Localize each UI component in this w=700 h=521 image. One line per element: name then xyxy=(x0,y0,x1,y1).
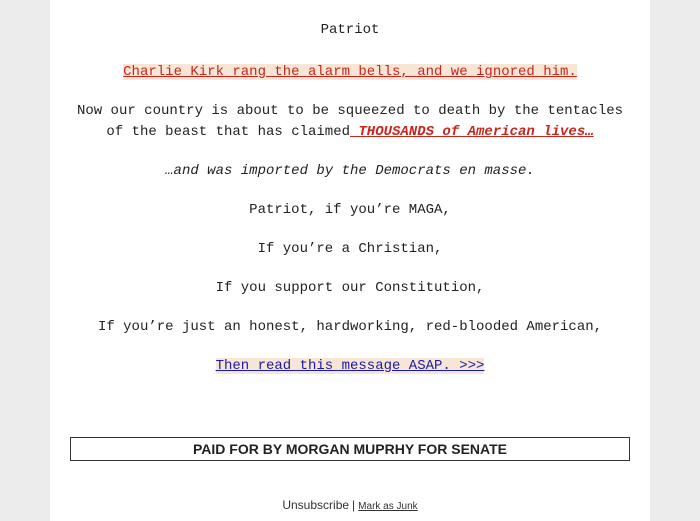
paid-for-disclaimer: PAID FOR BY MORGAN MUPRHY FOR SENATE xyxy=(70,437,630,461)
email-footer xyxy=(50,498,650,512)
mark-as-junk-link[interactable]: Mark as Junk xyxy=(358,501,418,512)
constitution-line: If you support our Constitution, xyxy=(215,280,485,296)
maga-line: Patriot, if you’re MAGA, xyxy=(249,202,451,218)
alarm-line xyxy=(50,62,650,83)
paragraph-line-2 xyxy=(50,122,650,143)
footer-separator: | xyxy=(352,498,356,512)
paragraph-line-1: Now our country is about to be squeezed to death by the tentacles xyxy=(76,103,624,119)
cta-line xyxy=(50,356,650,377)
american-line: If you’re just an honest, hardworking, red-blooded American, xyxy=(97,319,603,335)
greeting: Patriot xyxy=(320,22,380,38)
email-body xyxy=(50,0,650,521)
christian-line: If you’re a Christian, xyxy=(257,241,443,257)
unsubscribe-link[interactable]: Unsubscribe xyxy=(282,498,350,512)
cta-link[interactable]: Then read this message ASAP. >>> xyxy=(215,358,485,374)
alarm-link[interactable]: Charlie Kirk rang the alarm bells, and we ignored him. xyxy=(123,64,577,80)
thousands-link[interactable]: THOUSANDS of American lives… xyxy=(350,124,594,140)
imported-line: …and was imported by the Democrats en masse. xyxy=(165,163,535,179)
paragraph-line-2-prefix: of the beast that has claimed xyxy=(106,124,350,140)
